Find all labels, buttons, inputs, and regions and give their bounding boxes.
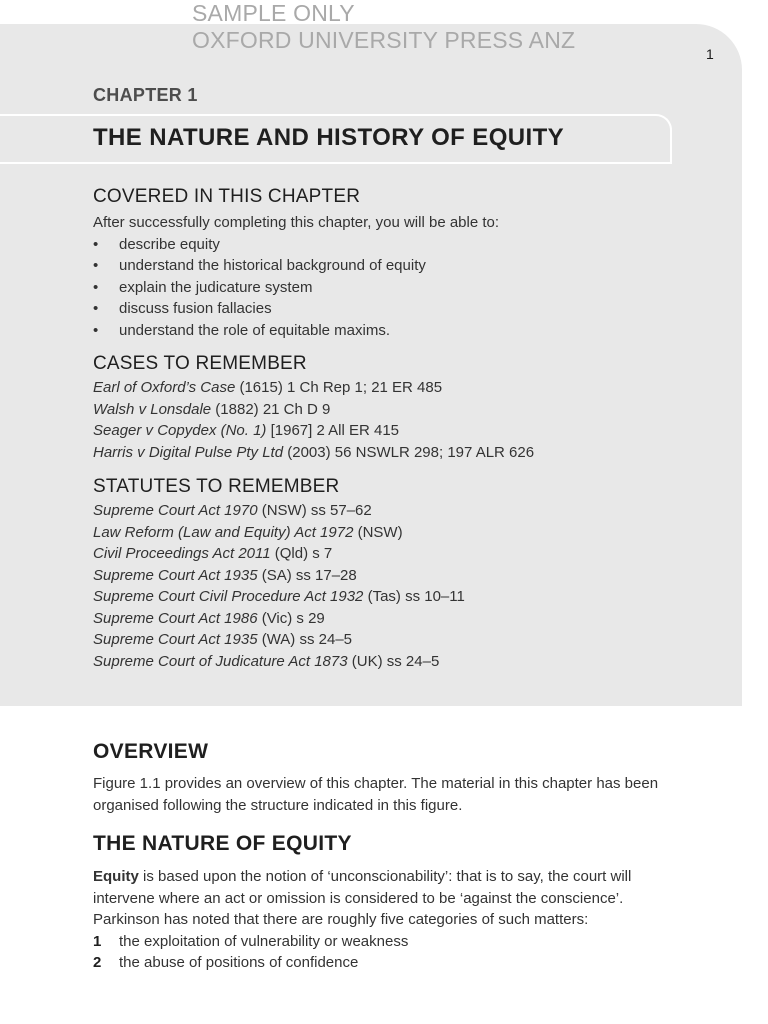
statute-citation: (NSW) — [353, 523, 403, 541]
statute-citation: (NSW) ss 57–62 — [257, 502, 372, 519]
statute-citation: (WA) ss 24–5 — [257, 631, 352, 648]
covered-item: • understand the role of equitable maxims. — [93, 320, 499, 342]
case-item — [93, 420, 534, 442]
statute-item — [93, 522, 465, 544]
list-text: the exploitation of vulnerability or weakness — [119, 932, 409, 950]
statute-name: Supreme Court Act 1970 — [93, 502, 258, 519]
statute-name: Supreme Court Civil Procedure Act 1932 — [93, 588, 364, 605]
nature-lead-term: Equity — [93, 868, 139, 885]
covered-section — [93, 212, 499, 341]
covered-item: • discuss fusion fallacies — [93, 298, 499, 320]
statute-name: Supreme Court Act 1935 — [93, 566, 258, 584]
chapter-label: CHAPTER 1 — [93, 85, 198, 105]
nature-heading: THE NATURE OF EQUITY — [93, 832, 352, 855]
case-item — [93, 399, 534, 421]
statute-name: Law Reform (Law and Equity) Act 1972 — [93, 523, 354, 541]
nature-text: is based upon the notion of ‘unconscionability’: that is to say, the court will intervene where an act or omission is considered to be ‘against the conscience’. Parkinson has noted that there are roughly five categories of such matters: — [93, 868, 632, 928]
case-item — [93, 442, 534, 464]
watermark-line-2: OXFORD UNIVERSITY PRESS ANZ — [192, 27, 576, 53]
case-item — [93, 377, 534, 399]
statute-citation: (Qld) s 7 — [270, 545, 333, 562]
covered-intro: After successfully completing this chapter, you will be able to: — [93, 214, 500, 231]
overview-heading: OVERVIEW — [93, 740, 209, 763]
statute-name: Civil Proceedings Act 2011 — [93, 545, 271, 562]
nature-list-item — [93, 931, 683, 953]
covered-heading: COVERED IN THIS CHAPTER — [93, 186, 361, 207]
nature-paragraph — [93, 866, 683, 931]
watermark-line-1: SAMPLE ONLY — [192, 0, 355, 26]
statute-item — [93, 586, 465, 608]
statute-item — [93, 629, 465, 651]
case-name: Walsh v Lonsdale — [93, 400, 212, 418]
nature-list — [93, 931, 683, 974]
list-text: the abuse of positions of confidence — [119, 954, 359, 971]
case-name: Harris v Digital Pulse Pty Ltd — [93, 443, 284, 461]
list-number: 2 — [93, 954, 102, 971]
statute-name: Supreme Court Act 1935 — [93, 631, 258, 648]
statute-citation: (UK) ss 24–5 — [347, 652, 440, 670]
statute-name: Supreme Court of Judicature Act 1873 — [93, 652, 348, 670]
statutes-section — [93, 500, 465, 672]
statute-item — [93, 500, 465, 522]
case-citation: [1967] 2 All ER 415 — [266, 422, 400, 439]
case-name: Earl of Oxford’s Case — [93, 379, 236, 396]
case-citation: (1882) 21 Ch D 9 — [211, 400, 331, 418]
nature-list-item — [93, 952, 683, 974]
nature-section — [93, 866, 683, 974]
statute-citation: (SA) ss 17–28 — [257, 566, 357, 584]
covered-item: • understand the historical background of equity — [93, 255, 499, 277]
cases-list — [93, 377, 534, 463]
case-name: Seager v Copydex (No. 1) — [93, 422, 267, 439]
cases-section — [93, 377, 534, 463]
statute-name: Supreme Court Act 1986 — [93, 609, 258, 627]
page-number: 1 — [706, 46, 714, 62]
covered-list — [93, 234, 499, 342]
statute-citation: (Tas) ss 10–11 — [363, 588, 465, 605]
chapter-title: THE NATURE AND HISTORY OF EQUITY — [93, 124, 565, 151]
case-citation: (1615) 1 Ch Rep 1; 21 ER 485 — [235, 379, 443, 396]
statute-item — [93, 651, 465, 673]
watermark — [192, 0, 575, 54]
statutes-list — [93, 500, 465, 672]
statute-item — [93, 608, 465, 630]
overview-paragraph: Figure 1.1 provides an overview of this chapter. The material in this chapter has been organised following the structure indicated in this figure. — [93, 775, 659, 814]
statute-citation: (Vic) s 29 — [257, 609, 325, 627]
list-number: 1 — [93, 932, 102, 950]
covered-item: • describe equity — [93, 234, 499, 256]
statute-item — [93, 565, 465, 587]
statutes-heading: STATUTES TO REMEMBER — [93, 476, 340, 497]
case-citation: (2003) 56 NSWLR 298; 197 ALR 626 — [283, 443, 535, 461]
statute-item — [93, 543, 465, 565]
covered-item: • explain the judicature system — [93, 277, 499, 299]
cases-heading: CASES TO REMEMBER — [93, 353, 307, 374]
